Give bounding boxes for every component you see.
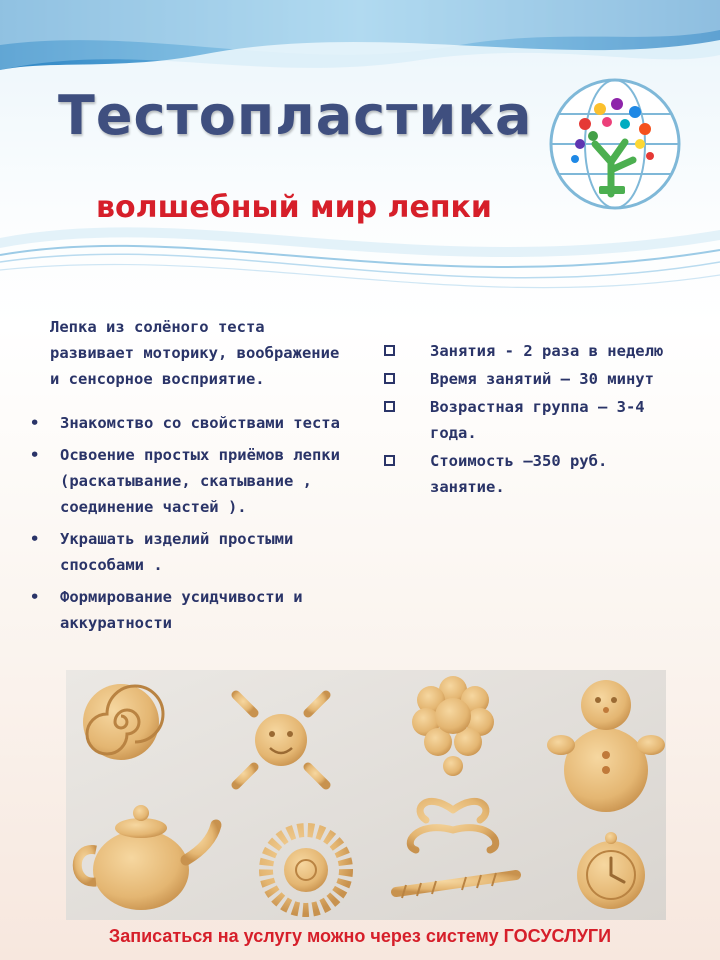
list-item [30, 410, 360, 436]
checkbox-bullet-icon [384, 401, 395, 412]
list-item-text: Украшать изделий простыми способами . [60, 530, 294, 574]
info-item-text: Занятия - 2 раза в неделю [430, 342, 664, 360]
info-item [384, 338, 684, 364]
salt-dough-figures-photo [66, 670, 666, 920]
info-item [384, 394, 684, 446]
info-item-text: Возрастная группа – 3-4 года. [430, 398, 645, 442]
info-item-text: Время занятий – 30 минут [430, 370, 654, 388]
globe-tree-hands-icon [545, 74, 685, 214]
list-item [30, 526, 360, 578]
info-item-text: Стоимость –350 руб. занятие. [430, 452, 608, 496]
page-subtitle: волшебный мир лепки [96, 190, 492, 225]
sun-figure [221, 678, 342, 800]
bullet-icon: • [30, 446, 40, 464]
list-item-text: Освоение простых приёмов лепки (раскатывание, скатывание , соединение частей ). [60, 446, 340, 516]
info-item [384, 448, 684, 500]
class-info-list [384, 338, 684, 502]
skills-list [30, 410, 360, 642]
page-title: Тестопластика [58, 84, 533, 147]
list-item [30, 584, 360, 636]
bullet-icon: • [30, 530, 40, 548]
intro-text: Лепка из солёного теста развивает моторику, воображение и сенсорное восприятие. [50, 318, 340, 388]
dough-figures-illustration [66, 670, 666, 920]
list-item-text: Формирование усидчивости и аккуратности [60, 588, 303, 632]
info-item [384, 366, 684, 392]
bullet-icon: • [30, 414, 40, 432]
checkbox-bullet-icon [384, 373, 395, 384]
bullet-icon: • [30, 588, 40, 606]
footer-signup-note: Записаться на услугу можно через систему ГОСУСЛУГИ [108, 926, 612, 946]
list-item [30, 442, 360, 520]
checkbox-bullet-icon [384, 455, 395, 466]
checkbox-bullet-icon [384, 345, 395, 356]
list-item-text: Знакомство со свойствами теста [60, 414, 340, 432]
